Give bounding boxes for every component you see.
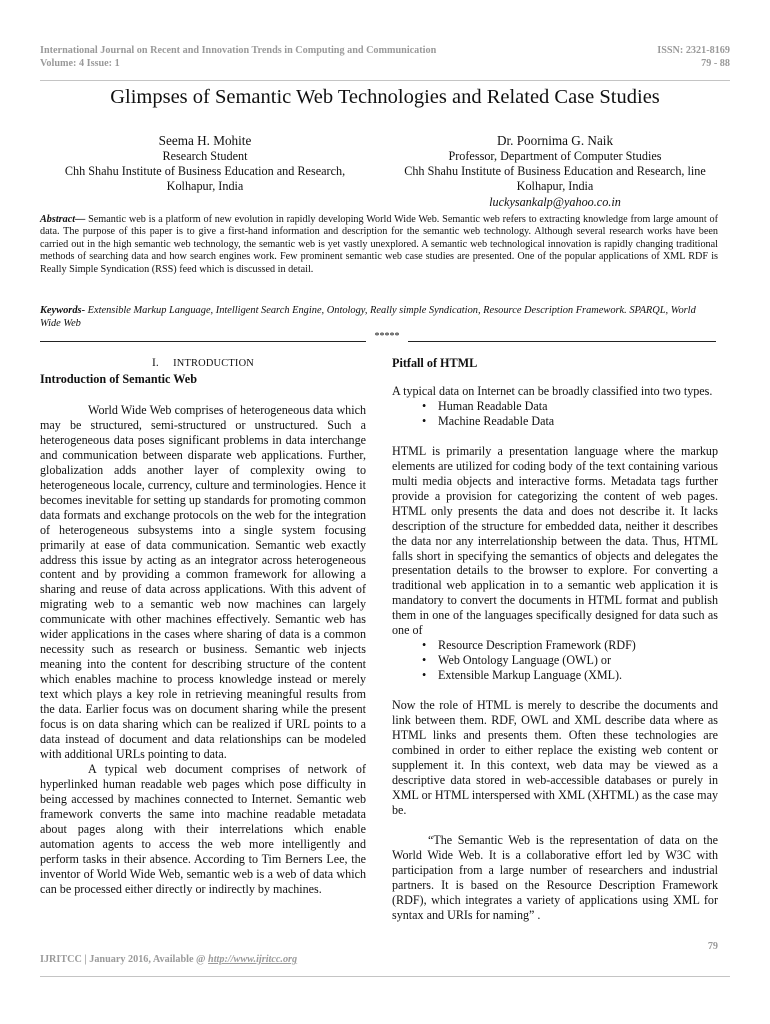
spacer	[392, 818, 718, 833]
issn: ISSN: 2321-8169	[657, 45, 730, 56]
author-role: Professor, Department of Computer Studies	[448, 149, 662, 163]
section-heading-introduction	[40, 356, 366, 371]
section-number: I.	[152, 357, 159, 369]
paper-title: Glimpses of Semantic Web Technologies and Related Case Studies	[110, 86, 660, 108]
abstract-text: Semantic web is a platform of new evolution in rapidly developing World Wide Web. Semantic web refers to extracting knowledge from large amount of data. The purpose of this paper is to give a first-hand information and description for the semantic web technology. Although several research works have been carried out in the high semantic web technology, the semantic web is yet vastly unexplored. A semantic web technological innovation is rapidly changing traditional methods of searching data and how search engines work. Few prominent semantic web case studies are presented. One of the popular applications of XML RDF is Really Simple Syndication (RSS) feed which is discussed in detail.	[40, 214, 718, 275]
bullet-icon: •	[422, 398, 427, 413]
keywords-text: Extensible Markup Language, Intelligent Search Engine, Ontology, Really simple Syndication, Resource Description Framework. SPARQL, World Wide Web	[40, 305, 696, 329]
author-name: Seema H. Mohite	[158, 133, 252, 148]
keywords-label: Keywords-	[40, 305, 86, 316]
list-item: • Extensible Markup Language (XML).	[422, 668, 623, 683]
semantic-web-quote: “The Semantic Web is the representation of data on the World Wide Web. It is a collaborative effort led by W3C with participation from a large number of researchers and industrial partners. It is based on the Resource Description Framework (RDF), which integrates a variety of applications using XML for syntax and URIs for naming” .	[392, 832, 718, 922]
right-column	[392, 355, 718, 922]
author-role: Research Student	[162, 149, 248, 163]
journal-link[interactable]: http://www.ijritcc.org	[208, 954, 298, 965]
pitfall-paragraph-3: Now the role of HTML is merely to describe the documents and link between them. RDF, OWL and XML describe data where as HTML links and presents them. Often these technologies are combined in order to either replace the existing web content or supplement it. In this context, web data may be viewed as a descriptive data stored in web-accessible databases or purely in XML or HTML interspersed with XML (XHTML) as the case may be.	[392, 698, 718, 817]
bullet-icon: •	[422, 668, 427, 683]
author-name: Dr. Poornima G. Naik	[496, 133, 614, 148]
subheading-pitfall-html: Pitfall of HTML	[392, 356, 478, 370]
header-left	[40, 44, 436, 70]
list-item: • Web Ontology Language (OWL) or	[422, 653, 611, 668]
author-location: Kolhapur, India	[166, 179, 244, 194]
bullet-icon: •	[422, 413, 427, 428]
header-right	[657, 44, 730, 70]
intro-paragraph-2: A typical web document comprises of network of hyperlinked human readable web pages which pose difficulty in being accessed by machines connected to Internet. Semantic web framework converts the same into machine readable metadata about pages along with their interrelations which enable automation agents to access the web more intelligently and perform tasks in their absence. According to Tim Berners Lee, the inventor of World Wide Web, semantic web is a web of data which can be processed either directly or indirectly by machines.	[40, 761, 366, 896]
spacer	[392, 371, 718, 384]
intro-paragraph-1: World Wide Web comprises of heterogeneous data which may be structured, semi-structured or unstructured. Such a heterogeneous data poses significant problems in data interchange and communication between disparate web applications. Further, globalization adds another layer of complexity owing to heterogeneous locale, currency, culture and terminologies. Hence it becomes inevitable for setting up standards for promoting common data formats and exchange protocols on the web for the integration of heterogeneous subsystems into a single system focusing primarily at ease of data communication. Semantic web exactly address this issue by acting as an integrator across heterogeneous content and by providing a common framework for allowing a sharing and reuse of data across applications. With this advent of migrating web to a semantic web now machines can largely communicate with other machines effectively. Semantic web has wider applications in the cases where sharing of data is a common necessity such as research or business. Semantic web injects meaning into the content for describing structure of the content which enables machine to process knowledge instead or merely text which plays a key role in retrieving meaningful results from the data. Earlier focus was on document sharing while the present focus is on data sharing which can be realized if URL points to a data instead of document and data relationships can be modeled with additional URLs pointing to data.	[40, 403, 366, 761]
bullet-icon: •	[422, 653, 427, 668]
list-item: • Resource Description Framework (RDF)	[422, 638, 636, 653]
page-range: 79 - 88	[701, 58, 730, 69]
pitfall-paragraph-2: HTML is primarily a presentation language where the markup elements are utilized for coding body of the text containing various multi media objects and interactive forms. Metadata tags further provide a provision for categorizing the content of web pages. HTML only presents the data and does not describe it. It lacks description of the structure for embedded data, neither it describes the data nor any interrelationship between the data. Thus, HTML falls short in specifying the semantics of objects and delegates the presentation details to the browser to explore. For converting a traditional web application in to a semantic web application it is mandatory to convert the documents in HTML format and publish them in one of the languages specifically designed for data such as one of	[392, 443, 718, 638]
spacer	[392, 429, 718, 444]
left-column	[40, 356, 366, 896]
section-title: INTRODUCTION	[173, 358, 254, 369]
pitfall-paragraph-1: A typical data on Internet can be broadly classified into two types.	[392, 384, 713, 398]
keywords	[40, 305, 718, 330]
separator-line-right	[408, 341, 716, 342]
author-block-2	[380, 133, 730, 210]
list-item: • Machine Readable Data	[422, 413, 555, 428]
abstract-label: Abstract—	[40, 214, 86, 225]
subheading-semantic-web: Introduction of Semantic Web	[40, 372, 197, 386]
author-location: Kolhapur, India	[516, 179, 594, 194]
author-email: luckysankalp@yahoo.co.in	[489, 194, 621, 209]
page-footer	[40, 954, 297, 965]
separator-line-left	[40, 341, 366, 342]
journal-name: International Journal on Recent and Innovation Trends in Computing and Communication	[40, 45, 437, 56]
separator-stars: *****	[374, 331, 400, 342]
footer-rule	[40, 976, 730, 977]
list-item: • Human Readable Data	[422, 398, 548, 413]
running-header	[40, 44, 730, 70]
page-number: 79	[707, 941, 718, 952]
author-affiliation: Chh Shahu Institute of Business Education and Research,	[64, 164, 346, 179]
spacer	[392, 683, 718, 698]
languages-list	[392, 638, 718, 683]
author-affiliation: Chh Shahu Institute of Business Education and Research, line	[404, 164, 706, 179]
bullet-icon: •	[422, 638, 427, 653]
footer-text: IJRITCC | January 2016, Available @	[40, 954, 209, 965]
data-types-list	[392, 399, 718, 429]
section-separator	[40, 330, 716, 344]
header-rule	[40, 80, 730, 81]
author-block-1	[40, 133, 370, 195]
spacer	[40, 387, 366, 403]
volume-issue: Volume: 4 Issue: 1	[40, 58, 120, 69]
abstract	[40, 214, 718, 276]
